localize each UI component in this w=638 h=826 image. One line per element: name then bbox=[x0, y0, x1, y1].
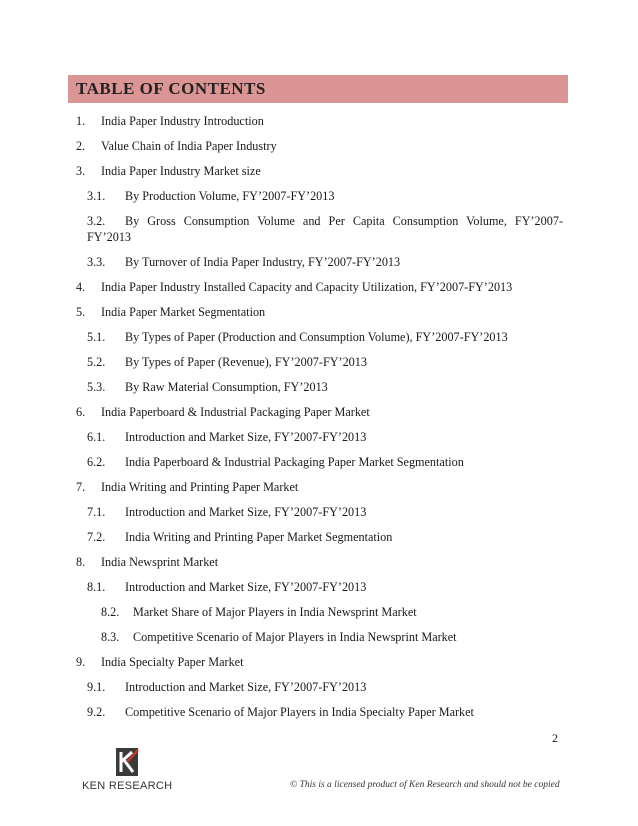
toc-entry-text: Competitive Scenario of Major Players in India Newsprint Market bbox=[133, 630, 457, 644]
toc-entry-3-1[interactable] bbox=[87, 188, 334, 204]
toc-entry-5-3[interactable] bbox=[87, 379, 328, 395]
toc-entry-number: 5.2. bbox=[87, 355, 106, 369]
toc-entry-text: India Writing and Printing Paper Market Segmentation bbox=[125, 530, 393, 544]
toc-entry-number: 9.2. bbox=[87, 705, 106, 719]
toc-entry-number: 3.1. bbox=[87, 189, 106, 203]
toc-entry-4[interactable] bbox=[76, 279, 512, 295]
toc-entry-text: India Newsprint Market bbox=[101, 555, 219, 569]
toc-entry-number: 5.1. bbox=[87, 330, 106, 344]
toc-entry-text: India Paper Market Segmentation bbox=[101, 305, 266, 319]
toc-entry-text: Introduction and Market Size, FY’2007-FY’2013 bbox=[125, 580, 367, 594]
toc-entry-9-2[interactable] bbox=[87, 704, 474, 720]
toc-entry-text: Value Chain of India Paper Industry bbox=[101, 139, 277, 153]
toc-entry-number: 9. bbox=[76, 655, 86, 669]
toc-entry-number: 9.1. bbox=[87, 680, 106, 694]
toc-entry-5-2[interactable] bbox=[87, 354, 367, 370]
toc-entry-text: India Paperboard & Industrial Packaging Paper Market Segmentation bbox=[125, 455, 464, 469]
toc-entry-number: 3.2. bbox=[87, 214, 106, 228]
toc-entry-number: 6.2. bbox=[87, 455, 106, 469]
toc-entry-text: Introduction and Market Size, FY’2007-FY’2013 bbox=[125, 430, 367, 444]
toc-entry-text: By Production Volume, FY’2007-FY’2013 bbox=[125, 189, 335, 203]
toc-entry-text: India Writing and Printing Paper Market bbox=[101, 480, 299, 494]
toc-entry-text: India Paper Industry Installed Capacity and Capacity Utilization, FY’2007-FY’2013 bbox=[101, 280, 513, 294]
toc-title: TABLE OF CONTENTS bbox=[76, 79, 266, 98]
toc-entry-3[interactable] bbox=[76, 163, 261, 179]
toc-entry-text: Market Share of Major Players in India Newsprint Market bbox=[133, 605, 417, 619]
toc-entry-8-3[interactable] bbox=[101, 629, 457, 645]
toc-entry-text: India Specialty Paper Market bbox=[101, 655, 244, 669]
toc-entry-3-2-continuation bbox=[87, 229, 131, 245]
toc-entry-9[interactable] bbox=[76, 654, 243, 670]
toc-entry-9-1[interactable] bbox=[87, 679, 366, 695]
toc-entry-number: 5.3. bbox=[87, 380, 106, 394]
toc-entry-text: India Paper Industry Market size bbox=[101, 164, 261, 178]
toc-entry-number: 3. bbox=[76, 164, 86, 178]
toc-entry-number: 6.1. bbox=[87, 430, 106, 444]
toc-entry-5[interactable] bbox=[76, 304, 265, 320]
toc-entry-number: 8.3. bbox=[101, 630, 120, 644]
toc-entry-5-1[interactable] bbox=[87, 329, 508, 345]
toc-entry-text-line2: FY’2013 bbox=[87, 230, 132, 244]
toc-entry-number: 8. bbox=[76, 555, 86, 569]
toc-entry-number: 2. bbox=[76, 139, 86, 153]
toc-entry-text: Introduction and Market Size, FY’2007-FY’2013 bbox=[125, 680, 367, 694]
toc-entry-8[interactable] bbox=[76, 554, 218, 570]
toc-entry-3-3[interactable] bbox=[87, 254, 400, 270]
toc-entry-1[interactable] bbox=[76, 113, 264, 129]
toc-entry-6[interactable] bbox=[76, 404, 370, 420]
copyright-note: © This is a licensed product of Ken Research and should not be copied bbox=[290, 780, 560, 790]
toc-entry-text: Introduction and Market Size, FY’2007-FY’2013 bbox=[125, 505, 367, 519]
toc-entry-7-1[interactable] bbox=[87, 504, 366, 520]
toc-entry-text bbox=[125, 213, 563, 229]
toc-entry-text: India Paperboard & Industrial Packaging Paper Market bbox=[101, 405, 370, 419]
toc-entry-number: 7.1. bbox=[87, 505, 106, 519]
toc-entry-text-line1: By Gross Consumption Volume and Per Capita Consumption Volume, FY’2007- bbox=[125, 214, 563, 228]
toc-entry-7-2[interactable] bbox=[87, 529, 392, 545]
toc-entry-number: 6. bbox=[76, 405, 86, 419]
toc-entry-8-2[interactable] bbox=[101, 604, 417, 620]
toc-entry-text: By Raw Material Consumption, FY’2013 bbox=[125, 380, 328, 394]
toc-entry-number: 7.2. bbox=[87, 530, 106, 544]
toc-entry-number: 8.1. bbox=[87, 580, 106, 594]
toc-entry-text: Competitive Scenario of Major Players in India Specialty Paper Market bbox=[125, 705, 474, 719]
toc-entry-3-2[interactable] bbox=[87, 213, 563, 229]
toc-entry-number: 5. bbox=[76, 305, 86, 319]
toc-entry-text: India Paper Industry Introduction bbox=[101, 114, 264, 128]
toc-entry-7[interactable] bbox=[76, 479, 298, 495]
page-number: 2 bbox=[552, 731, 558, 745]
toc-entry-number: 7. bbox=[76, 480, 86, 494]
toc-entry-number: 1. bbox=[76, 114, 86, 128]
toc-entry-6-2[interactable] bbox=[87, 454, 464, 470]
toc-entry-text: By Types of Paper (Revenue), FY’2007-FY’2013 bbox=[125, 355, 367, 369]
toc-entry-number: 8.2. bbox=[101, 605, 120, 619]
toc-entry-number: 4. bbox=[76, 280, 86, 294]
toc-entry-6-1[interactable] bbox=[87, 429, 366, 445]
logo-text: KEN RESEARCH bbox=[82, 780, 173, 792]
toc-entry-text: By Types of Paper (Production and Consumption Volume), FY’2007-FY’2013 bbox=[125, 330, 508, 344]
toc-entry-number: 3.3. bbox=[87, 255, 106, 269]
toc-entry-text: By Turnover of India Paper Industry, FY’2007-FY’2013 bbox=[125, 255, 401, 269]
toc-entry-2[interactable] bbox=[76, 138, 277, 154]
toc-entry-8-1[interactable] bbox=[87, 579, 366, 595]
